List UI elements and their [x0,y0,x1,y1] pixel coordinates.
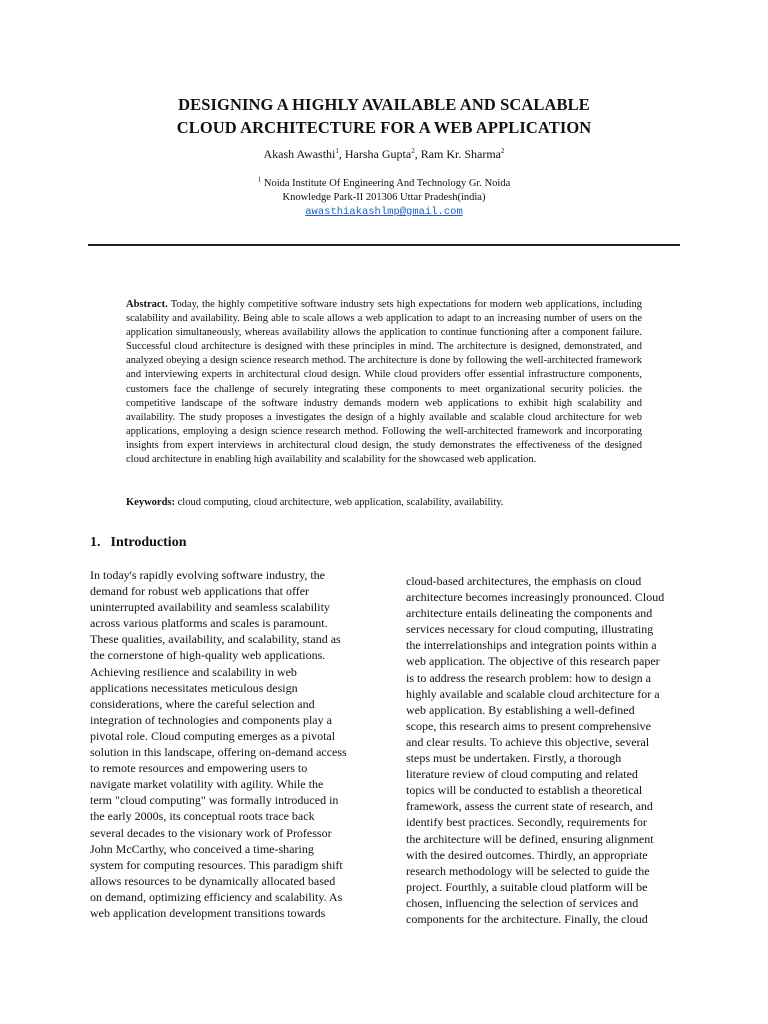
body-text-line: John McCarthy, who conceived a time-sharing [90,841,314,856]
keywords-text: cloud computing, cloud architecture, web application, scalability, availability. [177,497,504,508]
keywords-label: Keywords: [126,497,175,508]
section-number: 1. [90,535,101,550]
body-text-line: chosen, influencing the selection of services and [406,895,639,910]
body-text-line: project. Fourthly, a suitable cloud platform will be [406,879,648,894]
body-text-line: steps must be undertaken. Firstly, a thorough [406,751,622,766]
body-text-line: These qualities, availability, and scalability, stand as [90,632,341,647]
body-text-line: cloud-based architectures, the emphasis on cloud [406,574,642,588]
body-text-line: and clear results. To achieve this objective, several [406,734,650,749]
title-line-2: CLOUD ARCHITECTURE FOR A WEB APPLICATION [176,118,592,137]
body-text-line: topics will be conducted to establish a theoretical [406,783,643,798]
body-text-line: is to address the research problem: how to design a [406,670,651,685]
body-text-line: the early 2000s, its conceptual roots trace back [90,809,315,824]
body-text-line: In today's rapidly evolving software industry, the [90,568,326,582]
body-text-line: uninterrupted availability and seamless scalability [90,600,330,615]
body-text-line: literature review of cloud computing and related [406,767,638,782]
left-column [90,567,372,921]
body-text-line: considerations, where the careful selection and [90,696,315,711]
body-text-line: web application. The objective of this research paper [406,654,660,669]
paper-title [0,93,768,139]
body-text-line: scope, this research aims to present comprehensive [406,718,651,733]
author-sup: 2 [501,147,505,155]
body-text-line: web application development transitions towards [90,905,326,920]
body-text-line: pivotal role. Cloud computing emerges as a pivotal [90,728,336,743]
body-text-line: architecture entails delineating the components and [406,606,653,621]
header-divider [88,244,680,246]
body-text-line: allows resources to be dynamically allocated based [90,873,336,888]
email-link[interactable]: awasthiakashlmp@gmail.com [305,206,463,218]
body-text-line: the interrelationships and integration points within a [406,638,657,653]
author-name: Ram Kr. Sharma [420,147,502,161]
body-text-line: term "cloud computing" was formally introduced in [90,793,339,808]
author-name: Akash Awasthi [263,147,336,161]
body-text-line: on demand, optimizing efficiency and scalability. As [90,889,343,904]
right-column [406,573,682,927]
body-text-line: framework, assess the current state of research, and [406,799,653,814]
affiliation-line-2: Knowledge Park-II 201306 Uttar Pradesh(india) [282,192,486,203]
author-sup: 2 [411,147,415,155]
body-text-line: web application. By establishing a well-defined [406,702,635,717]
body-text-line: integration of technologies and components play a [90,712,332,727]
affiliation [0,177,768,219]
body-text-line: applications necessitates meticulous design [90,680,298,695]
keywords [126,496,642,510]
author-name: Harsha Gupta [344,147,412,161]
body-text-line: highly available and scalable cloud architecture for a [406,686,660,701]
author-list: Akash Awasthi$^1$, Harsha Gupta$^2$, Ram Kr. Sharma$^2$ [263,147,505,161]
body-text-line: several decades to the visionary work of Professor [90,825,332,840]
body-text-line: services necessary for cloud computing, illustrating [406,622,654,637]
body-text-line: across various platforms and scales is paramount. [90,616,328,631]
body-text-line: solution in this landscape, offering on-demand access [90,745,347,760]
abstract-text: Today, the highly competitive software industry sets high expectations for modern web applications, including scalability and availability. Being able to scale allows a web application to adapt to an increasing number of users on the application simultaneously, whereas availability allows the application to continue functioning after a component failure. Successful cloud architecture is designed with these principles in mind. The architecture is designed, demonstrated, and analyzed obeying a design science research method. The architecture is done by following the well-architected framework and interviewing experts in architectural cloud design. While cloud providers offer essential infrastructure components, customers face the challenge of securely integrating these components to meet organizational security policies. the competitive landscape of the software industry demands modern web applications to exhibit high scalability and availability. The study proposes a investigates the design of a highly available and scalable cloud architecture for web applications, employing a design science research method. Following the well-architected framework and incorporating insights from expert interviews in architectural cloud design, the study demonstrates the effectiveness of the designed cloud architecture in enabling high availability and scalability for the showcased web application. [126,299,643,466]
affiliation-sup: 1 [257,175,262,184]
author-sup: 1 [335,147,339,155]
body-text-line: the architecture will be defined, ensuring alignment [406,831,654,846]
section-title: Introduction [110,535,187,550]
body-text-line: to remote resources and empowering users to [90,761,308,776]
abstract-label: Abstract. [126,299,168,310]
body-text-line: Achieving resilience and scalability in web [90,664,297,679]
body-text-line: identify best practices. Secondly, requirements for [406,815,647,830]
body-text-line: with the desired outcomes. Thirdly, an appropriate [406,847,648,862]
body-text-line: system for computing resources. This paradigm shift [90,857,343,872]
body-text-line: architecture becomes increasingly pronounced. Cloud [406,590,665,605]
body-text-line: components for the architecture. Finally, the cloud [406,911,648,926]
abstract [126,298,642,467]
title-line-1: DESIGNING A HIGHLY AVAILABLE AND SCALABLE [178,95,590,114]
body-text-line: demand for robust web applications that offer [90,584,310,599]
body-text-line: research methodology will be selected to guide the [406,863,650,878]
body-text-line: navigate market volatility with agility. While the [90,777,324,792]
section-heading [90,535,186,551]
affiliation-line-1: Noida Institute Of Engineering And Technology Gr. Noida [263,178,511,189]
body-text-line: the cornerstone of high-quality web applications. [90,648,326,663]
